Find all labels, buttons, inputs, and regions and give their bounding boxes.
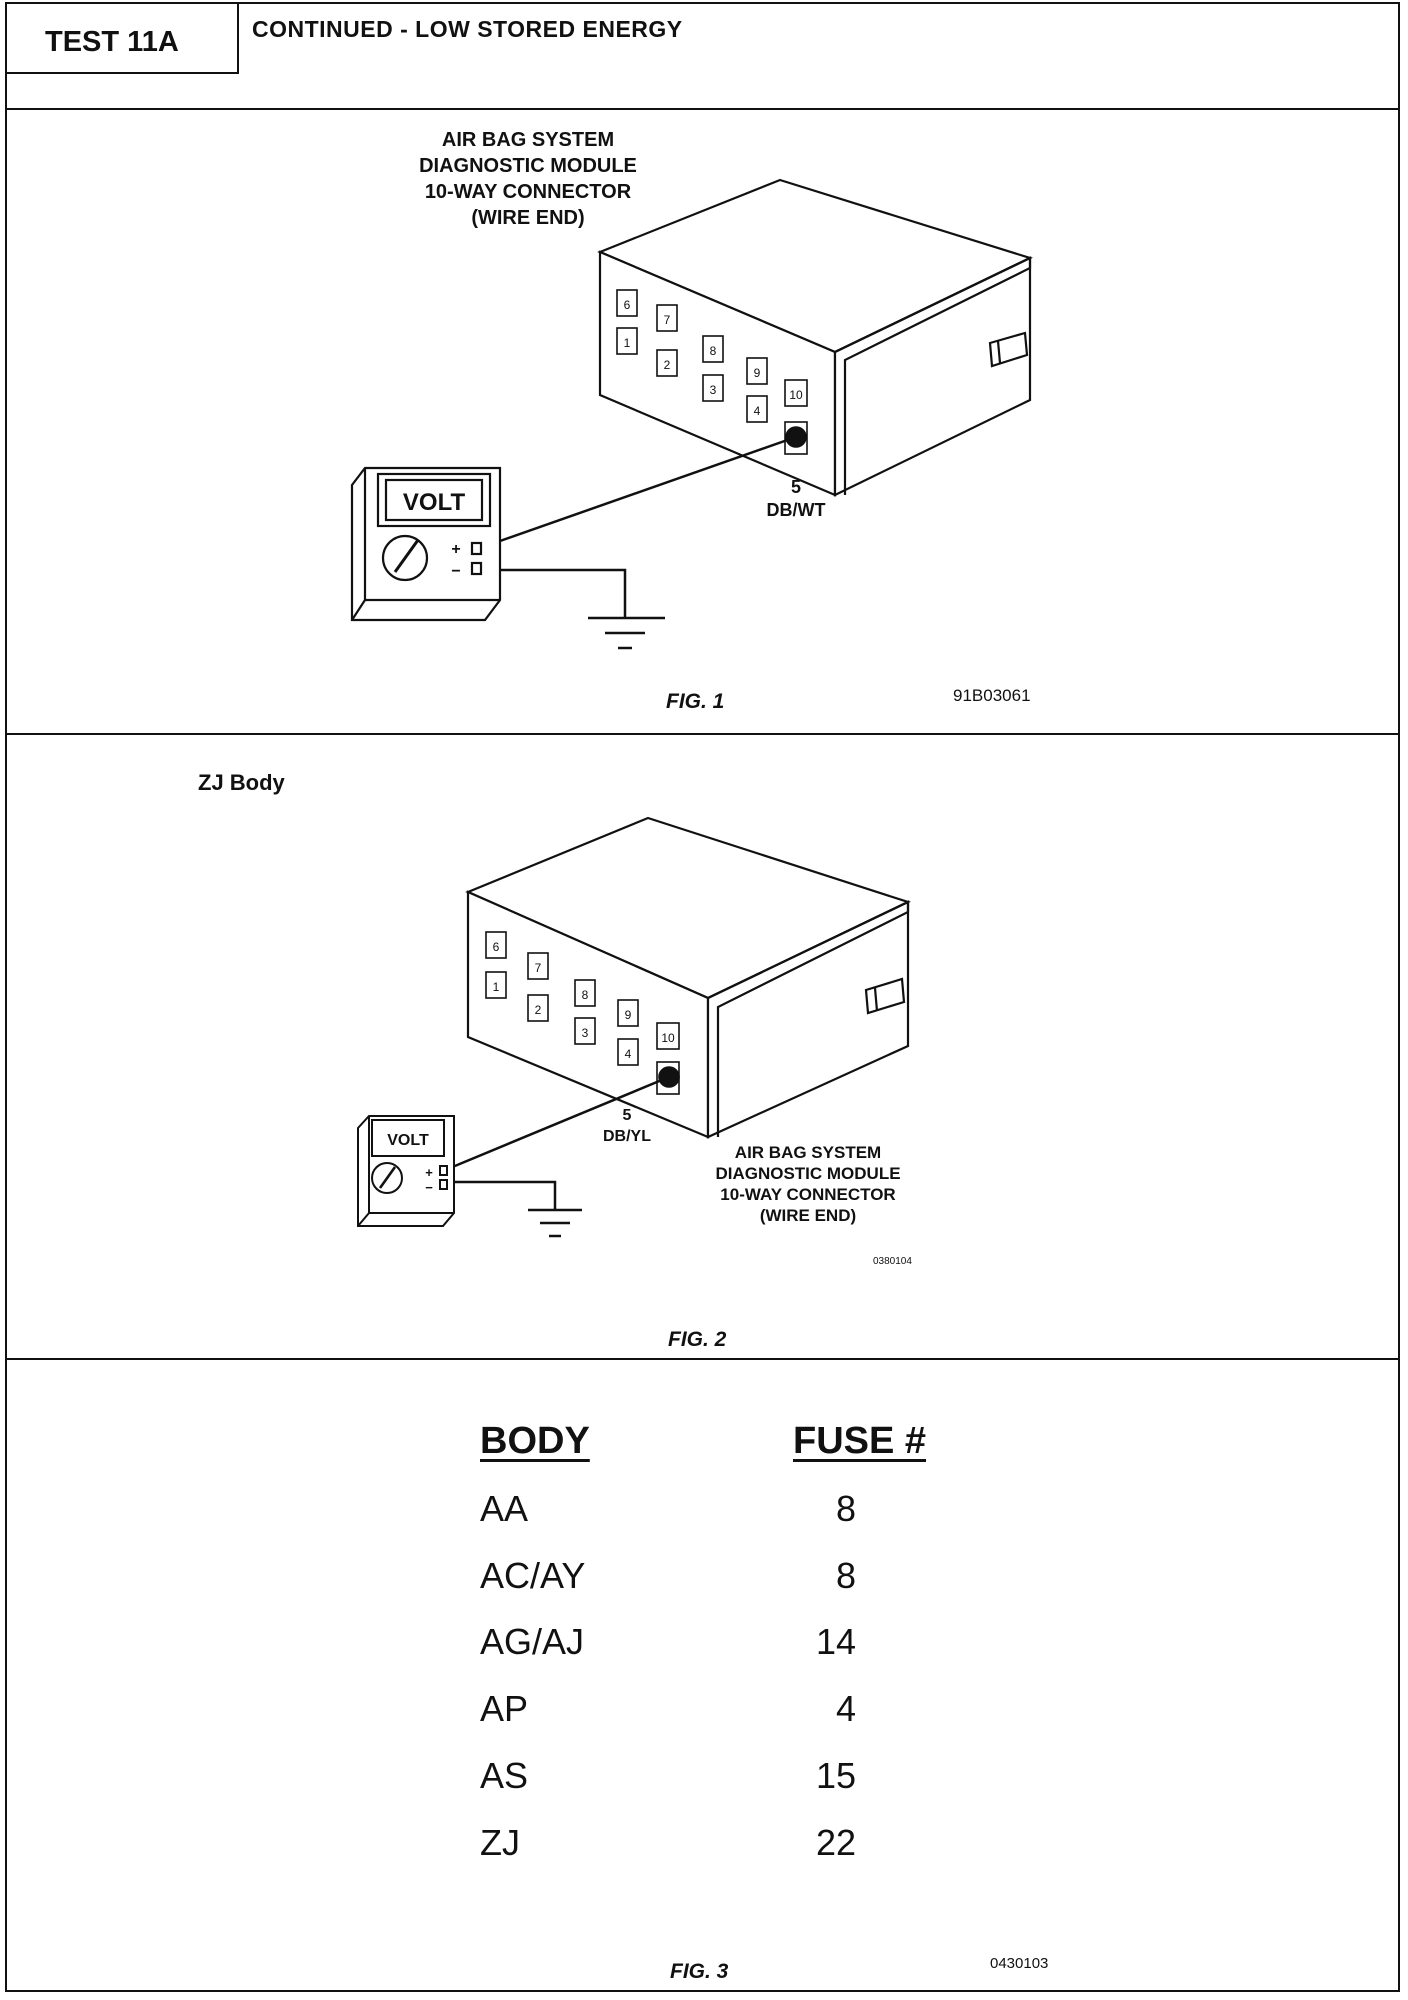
fuse-table-header-body: BODY xyxy=(480,1420,590,1462)
fuse-cell: 22 xyxy=(815,1822,856,1863)
fig1-connector-label-line-2: DIAGNOSTIC MODULE xyxy=(419,155,637,177)
fuse-table-header-fuse: FUSE # xyxy=(793,1420,927,1462)
svg-text:1: 1 xyxy=(492,980,500,994)
fig2-pin-2 xyxy=(528,995,548,1021)
body-cell: AP xyxy=(480,1688,529,1729)
fig2-wire-color: DB/YL xyxy=(603,1128,651,1145)
fuse-cell: 14 xyxy=(815,1621,856,1662)
fig1-meter-label: VOLT xyxy=(402,489,466,516)
fig2-pin-10 xyxy=(657,1023,679,1049)
fig2-connector-label-line-3: 10-WAY CONNECTOR xyxy=(720,1185,896,1204)
fig2-caption: FIG. 2 xyxy=(668,1328,727,1351)
fig2-pin-4 xyxy=(618,1039,638,1065)
svg-text:2: 2 xyxy=(534,1003,542,1017)
fig2-connector-label-line-2: DIAGNOSTIC MODULE xyxy=(715,1164,901,1183)
fig2-pin-6 xyxy=(486,932,506,958)
svg-text:3: 3 xyxy=(709,383,717,397)
fig2-meter-label: VOLT xyxy=(387,1132,429,1149)
fig1-connector-label-line-4: (WIRE END) xyxy=(471,207,585,229)
fuse-cell: 15 xyxy=(815,1755,856,1796)
svg-text:1: 1 xyxy=(623,336,631,350)
fig2-pin-number: 5 xyxy=(622,1107,632,1124)
fig2-connector-label-line-1: AIR BAG SYSTEM xyxy=(734,1143,882,1162)
svg-text:9: 9 xyxy=(753,366,761,380)
svg-text:6: 6 xyxy=(492,940,500,954)
fig1-code: 91B03061 xyxy=(953,686,1031,705)
fuse-cell: 4 xyxy=(835,1688,856,1729)
table-row xyxy=(480,1755,960,1805)
test-label: TEST 11A xyxy=(45,26,179,58)
fig1-connector-label-line-1: AIR BAG SYSTEM xyxy=(441,129,615,151)
fig1-wire-color: DB/WT xyxy=(766,500,826,520)
fig2-pin-9 xyxy=(618,1000,638,1026)
svg-text:8: 8 xyxy=(581,988,589,1002)
fig2-pin-3 xyxy=(575,1018,595,1044)
fuse-cell: 8 xyxy=(835,1555,856,1596)
fig3-code: 0430103 xyxy=(990,1955,1049,1972)
fig2-pin-8 xyxy=(575,980,595,1006)
svg-text:10: 10 xyxy=(789,388,803,402)
svg-text:3: 3 xyxy=(581,1026,589,1040)
fig1-caption: FIG. 1 xyxy=(666,690,725,713)
fig1-plus-label: + xyxy=(451,541,461,558)
svg-text:4: 4 xyxy=(753,404,761,418)
table-row xyxy=(480,1621,960,1671)
fig1-minus-label: − xyxy=(451,563,461,580)
svg-text:7: 7 xyxy=(534,961,542,975)
fig2-code: 0380104 xyxy=(873,1256,912,1267)
fuse-cell: 8 xyxy=(835,1488,856,1529)
fig2-test-lead xyxy=(450,1077,669,1168)
fig2-ground-lead xyxy=(450,1182,555,1210)
table-row xyxy=(480,1488,960,1538)
body-cell: AS xyxy=(480,1755,529,1796)
svg-text:10: 10 xyxy=(661,1031,675,1045)
body-cell: AA xyxy=(480,1488,529,1529)
svg-text:8: 8 xyxy=(709,344,717,358)
fig2-connector-label-line-4: (WIRE END) xyxy=(759,1206,857,1225)
svg-text:6: 6 xyxy=(623,298,631,312)
svg-text:9: 9 xyxy=(624,1008,632,1022)
body-cell: AC/AY xyxy=(480,1555,586,1596)
table-row xyxy=(480,1555,960,1605)
svg-text:7: 7 xyxy=(663,313,671,327)
fig2-ground-icon xyxy=(528,1210,582,1236)
body-cell: AG/AJ xyxy=(480,1621,585,1662)
fig2-plus-label: + xyxy=(425,1165,433,1180)
fig2-pin-1 xyxy=(486,972,506,998)
page-title: CONTINUED - LOW STORED ENERGY xyxy=(252,16,683,42)
fig1-connector-label-line-3: 10-WAY CONNECTOR xyxy=(424,181,632,203)
svg-text:4: 4 xyxy=(624,1047,632,1061)
svg-text:2: 2 xyxy=(663,358,671,372)
fig1-pin-number: 5 xyxy=(790,477,802,497)
fig2-body-label: ZJ Body xyxy=(198,770,285,795)
table-row xyxy=(480,1822,960,1872)
body-cell: ZJ xyxy=(480,1822,520,1863)
fig3-caption: FIG. 3 xyxy=(670,1960,729,1983)
fig2-pin-7 xyxy=(528,953,548,979)
fig2-minus-label: − xyxy=(425,1180,433,1195)
table-row xyxy=(480,1688,960,1738)
